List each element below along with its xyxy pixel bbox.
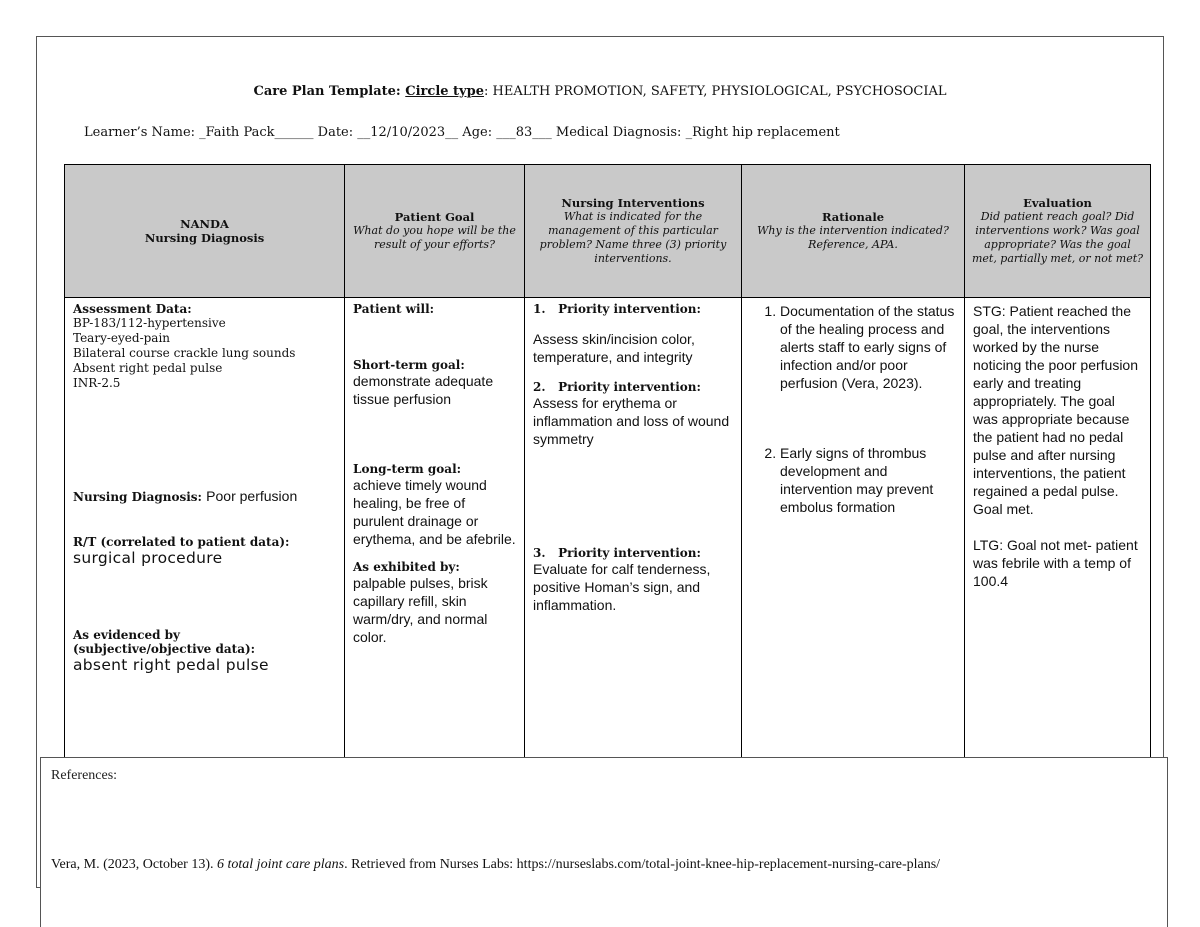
col-title: Evaluation [1023,196,1092,210]
rationale-list [750,302,956,516]
reference-source: . Retrieved from Nurses Labs: https://nurseslabs.com/total-joint-knee-hip-replacement-nursing-care-plans/ [344,857,941,872]
col-interventions-header [525,165,742,298]
rationale-item: 1. Documentation of the status of the healing process and alerts staff to early signs of infection and/or poor perfusion (Vera, 2023). [780,302,956,392]
table-row [65,298,1151,765]
exhibited-value: palpable pulses, brisk capillary refill, skin warm/dry, and normal color. [353,575,488,645]
assessment-item: INR-2.5 [73,376,121,390]
ltg-label: Long-term goal: [353,462,462,476]
col-title: Nursing Interventions [561,196,705,210]
diagnosis-value: Poor perfusion [206,488,298,504]
col-title: Patient Goal [394,210,475,224]
col-rationale-header [742,165,965,298]
page-title [0,84,1200,99]
aeb-value: absent right pedal pulse [73,656,269,674]
assessment-item: BP-183/112-hypertensive [73,316,226,330]
assessment-label: Assessment Data: [73,302,192,316]
rationale-item: 2. Early signs of thrombus development and intervention may prevent embolus formation [780,444,956,516]
rationale-cell [742,298,965,765]
interventions-cell [525,298,742,765]
patient-will-label: Patient will: [353,302,435,316]
ltg-value: achieve timely wound healing, be free of purulent drainage or erythema, and be afebrile. [353,477,516,547]
intervention-2-text: Assess for erythema or inflammation and loss of wound symmetry [533,395,730,447]
aeb-label: As evidenced by [73,628,181,642]
reference-entry [51,856,1151,873]
intervention-label: Priority intervention: [558,546,701,560]
evaluation-ltg: LTG: Goal not met- patient was febrile with a temp of 100.4 [973,537,1138,589]
circle-type-label: Circle type [405,84,484,99]
col-subtitle: Why is the intervention indicated? Reference, APA. [757,224,949,251]
exhibited-label: As exhibited by: [353,560,460,574]
col-subtitle: Did patient reach goal? Did interventions work? Was goal appropriate? Was the goal met, partially met, or not met? [971,210,1144,265]
intervention-number: 2. [533,380,546,394]
intervention-label: Priority intervention: [558,380,701,394]
assessment-item: Teary-eyed-pain [73,331,171,345]
assessment-list [73,316,336,391]
aeb-label-2: (subjective/objective data): [73,642,256,656]
col-subtitle: What do you hope will be the result of your efforts? [353,224,516,251]
rt-value: surgical procedure [73,549,223,567]
references-box [40,757,1168,927]
col-subtitle: What is indicated for the management of this particular problem? Name three (3) priority interventions. [539,210,727,265]
col-evaluation-header [965,165,1151,298]
stg-label: Short-term goal: [353,358,465,372]
circle-type-text: : HEALTH PROMOTION, SAFETY, PHYSIOLOGICAL, PSYCHOSOCIAL [483,84,947,99]
title-prefix: Care Plan Template: [253,84,406,99]
intervention-number: 1. [533,302,546,316]
intervention-1-label [533,302,733,316]
col-nanda-header [65,165,345,298]
nanda-cell [65,298,345,765]
col-title2: Nursing Diagnosis [144,231,265,245]
intervention-label: Priority intervention: [558,302,701,316]
care-plan-table [64,164,1151,765]
col-title: NANDA [180,217,229,231]
stg-value: demonstrate adequate tissue perfusion [353,373,494,407]
reference-title: 6 total joint care plans [217,857,345,872]
goal-cell [345,298,525,765]
nursing-diagnosis [73,487,336,505]
intervention-2-label [533,380,733,394]
table-header-row [65,165,1151,298]
assessment-item: Bilateral course crackle lung sounds [73,346,296,360]
evaluation-stg: STG: Patient reached the goal, the interventions worked by the nurse noticing the poor perfusion early and treating appropriately. The goal was appropriate because the patient had no pedal pulse and after nursing interventions, the patient regained a pedal pulse. Goal met. [973,303,1138,517]
intervention-number: 3. [533,546,546,560]
intervention-3-label [533,546,733,560]
learner-info-line: Learner’s Name: _Faith Pack______ Date: __12/10/2023__ Age: ___83___ Medical Diagnosis: _Right hip replacement [84,125,840,140]
rt-label: R/T (correlated to patient data): [73,535,290,549]
references-heading: References: [51,768,118,783]
col-goal-header [345,165,525,298]
intervention-3-text: Evaluate for calf tenderness, positive Homan’s sign, and inflammation. [533,561,711,613]
assessment-item: Absent right pedal pulse [73,361,223,375]
reference-author: Vera, M. (2023, October 13). [51,857,218,872]
intervention-1-text: Assess skin/incision color, temperature, and integrity [533,331,695,365]
diagnosis-label: Nursing Diagnosis: [73,490,207,504]
col-title: Rationale [821,210,885,224]
evaluation-cell [965,298,1151,765]
